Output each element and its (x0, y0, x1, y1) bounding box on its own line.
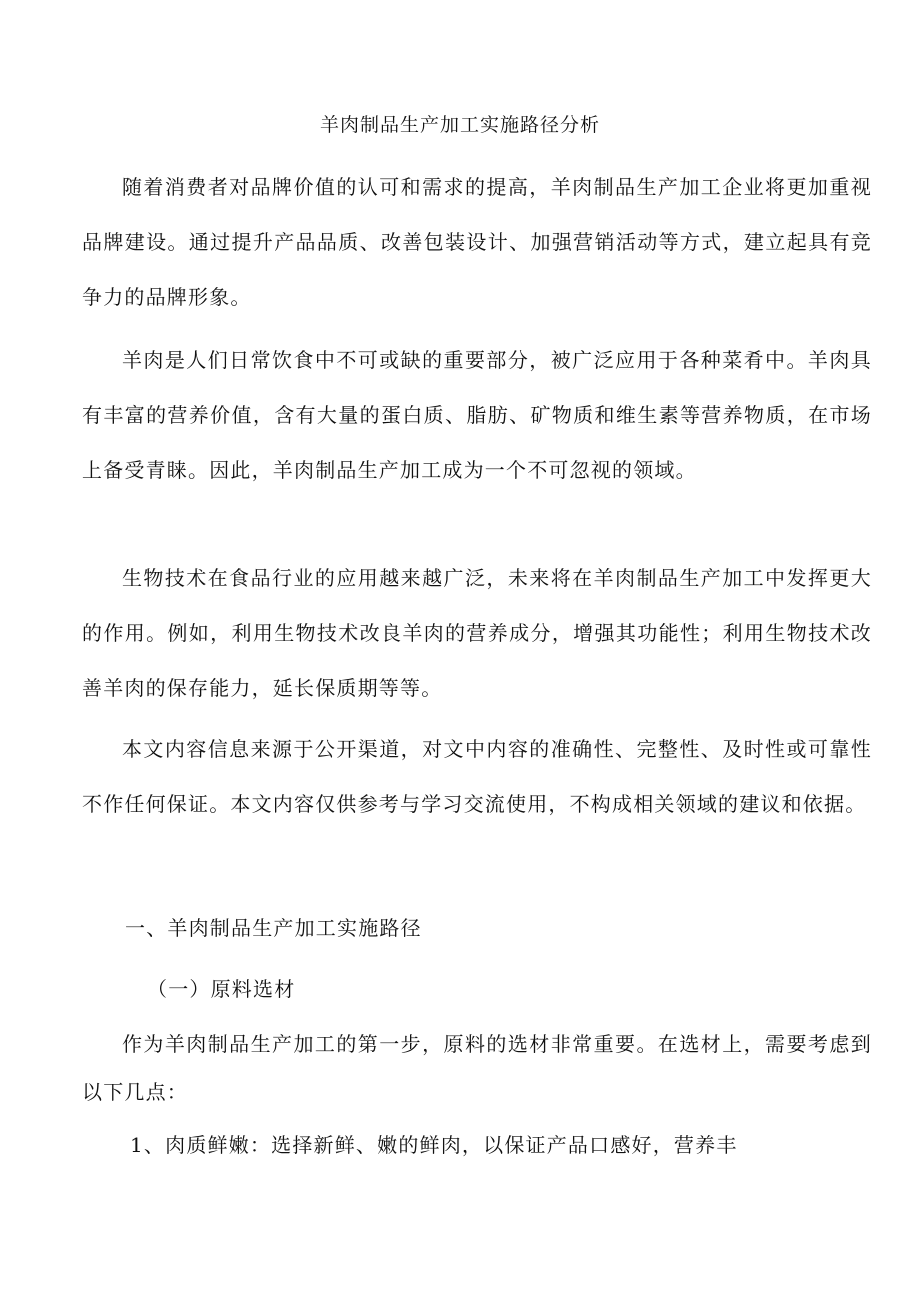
paragraph-brand: 随着消费者对品牌价值的认可和需求的提高，羊肉制品生产加工企业将更加重视品牌建设。通过提升产品品质、改善包装设计、加强营销活动等方式，建立起具有竞争力的品牌形象。 (82, 175, 872, 309)
subsection-heading: （一）原料选材 (147, 977, 296, 1001)
section-heading: 一、羊肉制品生产加工实施路径 (125, 916, 422, 940)
paragraph-biotech: 生物技术在食品行业的应用越来越广泛，未来将在羊肉制品生产加工中发挥更大的作用。例如，利用生物技术改良羊肉的营养成分，增强其功能性；利用生物技术改善羊肉的保存能力，延长保质期等等。 (82, 566, 872, 700)
paragraph-disclaimer: 本文内容信息来源于公开渠道，对文中内容的准确性、完整性、及时性或可靠性不作任何保证。本文内容仅供参考与学习交流使用，不构成相关领域的建议和依据。 (82, 737, 872, 816)
document-title: 羊肉制品生产加工实施路径分析 (319, 114, 600, 136)
list-item-1: 1、肉质鲜嫩：选择新鲜、嫩的鲜肉，以保证产品口感好，营养丰 (130, 1133, 738, 1157)
paragraph-nutrition: 羊肉是人们日常饮食中不可或缺的重要部分，被广泛应用于各种菜肴中。羊肉具有丰富的营养价值，含有大量的蛋白质、脂肪、矿物质和维生素等营养物质，在市场上备受青睐。因此，羊肉制品生产加工成为一个不可忽视的领域。 (82, 348, 872, 482)
paragraph-intro: 作为羊肉制品生产加工的第一步，原料的选材非常重要。在选材上，需要考虑到以下几点： (82, 1032, 872, 1104)
